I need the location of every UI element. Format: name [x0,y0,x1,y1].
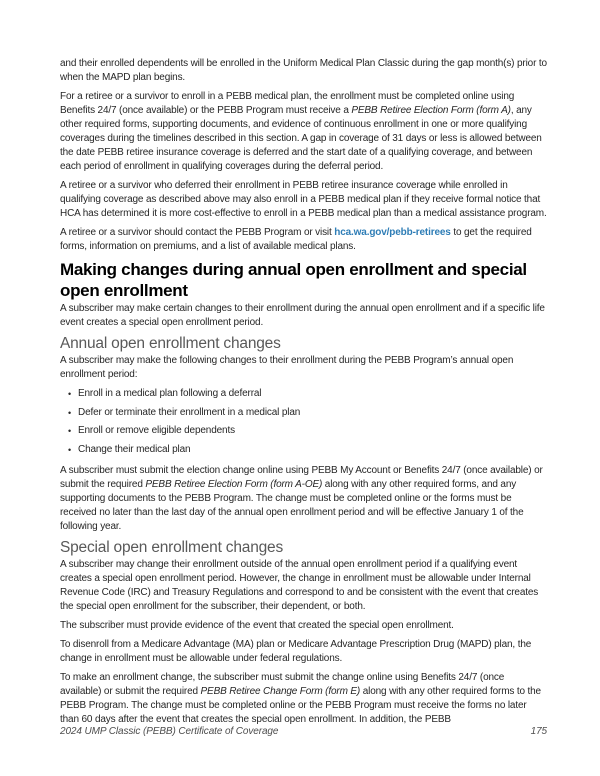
form-name-italic: PEBB Retiree Change Form (form E) [200,685,361,697]
list-item-text: Defer or terminate their enrollment in a medical plan [78,406,301,418]
annual-changes-list [60,387,547,457]
paragraph-text: To disenroll from a Medicare Advantage (MA) plan or Medicare Advantage Prescription Drug (MAPD) plan, the change in enrollment must be allowable under federal regulations. [60,638,532,664]
paragraph-annual-closing [60,464,547,534]
paragraph-text: A subscriber may make certain changes to their enrollment during the annual open enrollment and if a specific life event creates a special open enrollment period. [60,303,545,328]
paragraph-text: For a retiree or a survivor to enroll in a PEBB medical plan, the enrollment must be completed online using Benefits 24/7 (once available) or the PEBB Program must receive a [60,91,515,116]
list-item [68,443,547,457]
paragraph-section-intro [60,302,547,330]
page-content [60,57,547,732]
paragraph-text: To make an enrollment change, the subscriber must submit the change online using Benefits 24/7 (once available) or submit the required [60,671,505,697]
paragraph-text: to get the required forms, information on premiums, and a list of available medical plans. [60,227,532,252]
form-name-italic: PEBB Retiree Election Form (form A) [351,105,511,116]
list-item [68,387,547,401]
bullet-icon: • [68,407,72,418]
paragraph-enroll-requirements [60,90,547,174]
page-title-line2: open enrollment [60,281,188,300]
bullet-icon: • [68,389,72,399]
paragraph-text: A subscriber may change their enrollment outside of the annual open enrollment period if a qualifying event creates a special open enrollment period. However, the change in enrollment must be allowable under Internal Revenue Code (IRC) and Treasury Regulations and correspond to and be consistent with the event that creates the special open enrollment for the subscriber, their dependent, or both. [60,558,539,612]
form-name-italic: PEBB Retiree Election Form (form A-OE) [145,478,323,490]
paragraph-special-intro [60,558,547,614]
paragraph-text: , any other required forms, supporting documents, and evidence of continuous enrollment in one or more qualifying coverages during the timelines described in this section. A gap in coverage of 31 days or less is allowed between the date PEBB retiree insurance coverage is deferred and the start date of a qualifying coverage, and between each period of enrollment in qualifying coverages during the deferral period. [60,105,542,172]
list-item [68,406,547,420]
bullet-icon: • [68,426,72,436]
paragraph-disenroll-ma [60,638,547,666]
paragraph-text: The subscriber must provide evidence of the event that created the special open enrollment. [60,619,454,631]
paragraph-text: A retiree or a survivor should contact the PEBB Program or visit [60,227,335,238]
subheading-annual-changes: Annual open enrollment changes [60,335,281,352]
list-item-text: Enroll in a medical plan following a deferral [78,388,262,399]
paragraph-text: A retiree or a survivor who deferred their enrollment in PEBB retiree insurance coverage while enrolled in qualifying coverage as described above may also enroll in a PEBB medical plan if they receive formal notice that HCA has determined it is more cost-effective to enroll in a PEBB medical plan than a medical assistance program. [60,180,547,219]
paragraph-deferred-enrollment [60,179,547,221]
paragraph-text: along with any other required forms, and any supporting documents to the PEBB Program. The change must be completed online or the forms must be received no later than the last day of the annual open enrollment period and will be effective January 1 of the following year. [60,478,524,532]
footer-page-number: 175 [530,726,547,737]
list-item-text: Change their medical plan [78,443,191,455]
paragraph-contact-pebb [60,226,547,254]
paragraph-evidence [60,619,547,633]
bullet-icon: • [68,444,72,455]
subheading-special-changes: Special open enrollment changes [60,538,284,556]
paragraph-text: A subscriber must submit the election change online using PEBB My Account or Benefits 24/7 (once available) or submit the required [60,464,543,490]
page-title [60,259,547,301]
paragraph-gap-coverage [60,57,547,85]
page-footer [60,726,547,737]
page-title-line1: Making changes during annual open enrollment and special [60,260,527,279]
paragraph-text: along with any other required forms to the PEBB Program. The change must be completed online or the PEBB Program must receive the forms no later than 60 days after the event that creates the special open enrollment. In addition, the PEBB [60,685,541,725]
paragraph-annual-intro [60,354,547,382]
footer-document-title: 2024 UMP Classic (PEBB) Certificate of Coverage [60,726,279,737]
paragraph-enrollment-change [60,671,547,727]
paragraph-text: and their enrolled dependents will be enrolled in the Uniform Medical Plan Classic during the gap month(s) prior to when the MAPD plan begins. [60,58,547,83]
paragraph-text: A subscriber may make the following changes to their enrollment during the PEBB Program’s annual open enrollment period: [60,355,514,380]
list-item [68,424,547,438]
pebb-retirees-link[interactable]: hca.wa.gov/pebb-retirees [334,227,451,238]
list-item-text: Enroll or remove eligible dependents [78,425,235,436]
